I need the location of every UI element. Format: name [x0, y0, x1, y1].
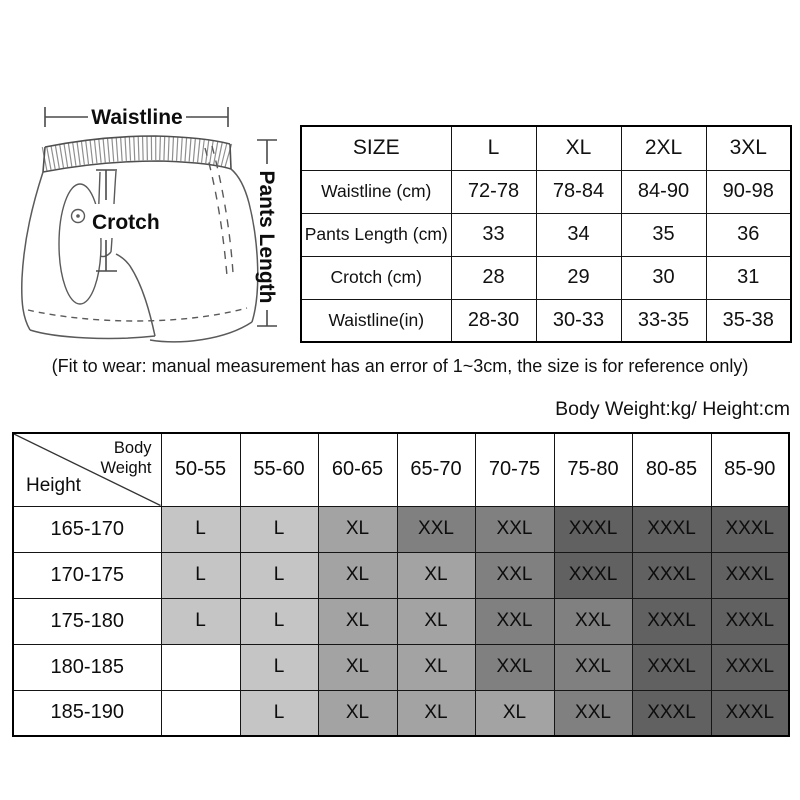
boxer-shorts-diagram: [0, 88, 300, 353]
size-cell: L: [161, 552, 240, 598]
size-col-header: XL: [536, 126, 621, 170]
size-table-title-cell: SIZE: [301, 126, 451, 170]
waistline-label: Waistline: [91, 106, 183, 129]
size-cell: L: [161, 598, 240, 644]
size-cell: XXL: [554, 644, 632, 690]
size-col-header: 2XL: [621, 126, 706, 170]
table-row: [301, 213, 791, 256]
units-caption: Body Weight:kg/ Height:cm: [555, 398, 790, 420]
size-cell: XL: [318, 598, 397, 644]
pants-length-label: Pants Length: [255, 170, 278, 304]
table-cell: 72-78: [451, 170, 536, 213]
weight-col-header: 50-55: [161, 433, 240, 506]
size-cell: XXL: [475, 644, 554, 690]
size-cell: XXL: [554, 598, 632, 644]
size-cell: XXXL: [632, 552, 711, 598]
corner-body-weight-label: Body Weight: [100, 439, 152, 477]
right-leg-outline: [150, 322, 252, 342]
crotch-label: Crotch: [92, 211, 160, 234]
matrix-header-row: [13, 433, 789, 506]
size-cell: XL: [397, 598, 475, 644]
matrix-row: [13, 644, 789, 690]
table-cell: 28-30: [451, 299, 536, 342]
weight-col-header: 65-70: [397, 433, 475, 506]
size-cell: XL: [318, 644, 397, 690]
matrix-row: [13, 690, 789, 736]
hem-dashed-line: [28, 308, 247, 321]
height-range: 180-185: [13, 644, 161, 690]
size-cell: XXXL: [711, 598, 789, 644]
size-table-header-row: [301, 126, 791, 170]
size-cell: XXL: [475, 598, 554, 644]
waistband-ribbing: [44, 148, 230, 159]
matrix-row: [13, 506, 789, 552]
size-cell: L: [240, 690, 318, 736]
size-cell: XXXL: [554, 506, 632, 552]
matrix-row: [13, 552, 789, 598]
size-cell: L: [240, 644, 318, 690]
table-cell: 29: [536, 256, 621, 299]
weight-col-header: 85-90: [711, 433, 789, 506]
height-range: 165-170: [13, 506, 161, 552]
table-cell: 28: [451, 256, 536, 299]
size-cell: XXL: [554, 690, 632, 736]
size-cell: XXXL: [711, 690, 789, 736]
table-row: [301, 256, 791, 299]
size-cell: XL: [318, 690, 397, 736]
matrix-corner-cell: [13, 433, 161, 506]
table-cell: 90-98: [706, 170, 791, 213]
table-cell: 35-38: [706, 299, 791, 342]
table-cell: 34: [536, 213, 621, 256]
size-cell: XXL: [397, 506, 475, 552]
size-cell: XL: [475, 690, 554, 736]
size-cell: XXXL: [632, 598, 711, 644]
height-weight-size-matrix: [12, 432, 790, 737]
size-cell: [161, 644, 240, 690]
size-cell: L: [161, 506, 240, 552]
weight-col-header: 75-80: [554, 433, 632, 506]
table-cell: 31: [706, 256, 791, 299]
height-range: 175-180: [13, 598, 161, 644]
row-label: Crotch (cm): [301, 256, 451, 299]
table-cell: 35: [621, 213, 706, 256]
table-cell: 33-35: [621, 299, 706, 342]
table-cell: 30: [621, 256, 706, 299]
size-cell: XXXL: [711, 506, 789, 552]
size-cell: XXL: [475, 506, 554, 552]
size-cell: L: [240, 552, 318, 598]
size-cell: XXXL: [632, 506, 711, 552]
size-cell: XXXL: [711, 552, 789, 598]
row-label: Waistline (cm): [301, 170, 451, 213]
weight-col-header: 80-85: [632, 433, 711, 506]
size-col-header: L: [451, 126, 536, 170]
size-cell: XXXL: [632, 690, 711, 736]
size-cell: XXL: [475, 552, 554, 598]
size-cell: XL: [397, 690, 475, 736]
weight-col-header: 55-60: [240, 433, 318, 506]
size-cell: XL: [397, 644, 475, 690]
size-cell: XL: [318, 552, 397, 598]
size-table: [300, 125, 792, 343]
size-cell: XXXL: [711, 644, 789, 690]
table-row: [301, 299, 791, 342]
table-row: [301, 170, 791, 213]
table-cell: 84-90: [621, 170, 706, 213]
row-label: Pants Length (cm): [301, 213, 451, 256]
size-cell: XL: [397, 552, 475, 598]
size-cell: L: [240, 598, 318, 644]
table-cell: 78-84: [536, 170, 621, 213]
weight-col-header: 60-65: [318, 433, 397, 506]
table-cell: 36: [706, 213, 791, 256]
table-cell: 33: [451, 213, 536, 256]
size-cell: XXXL: [632, 644, 711, 690]
size-col-header: 3XL: [706, 126, 791, 170]
matrix-row: [13, 598, 789, 644]
height-range: 185-190: [13, 690, 161, 736]
fly-oval: [59, 184, 101, 304]
row-label: Waistline(in): [301, 299, 451, 342]
measurement-note: (Fit to wear: manual measurement has an error of 1~3cm, the size is for reference only): [51, 356, 749, 376]
size-cell: [161, 690, 240, 736]
table-cell: 30-33: [536, 299, 621, 342]
weight-col-header: 70-75: [475, 433, 554, 506]
height-range: 170-175: [13, 552, 161, 598]
corner-height-label: Height: [26, 474, 81, 496]
left-leg-outline: [22, 172, 43, 330]
size-cell: XL: [318, 506, 397, 552]
size-cell: L: [240, 506, 318, 552]
size-cell: XXXL: [554, 552, 632, 598]
